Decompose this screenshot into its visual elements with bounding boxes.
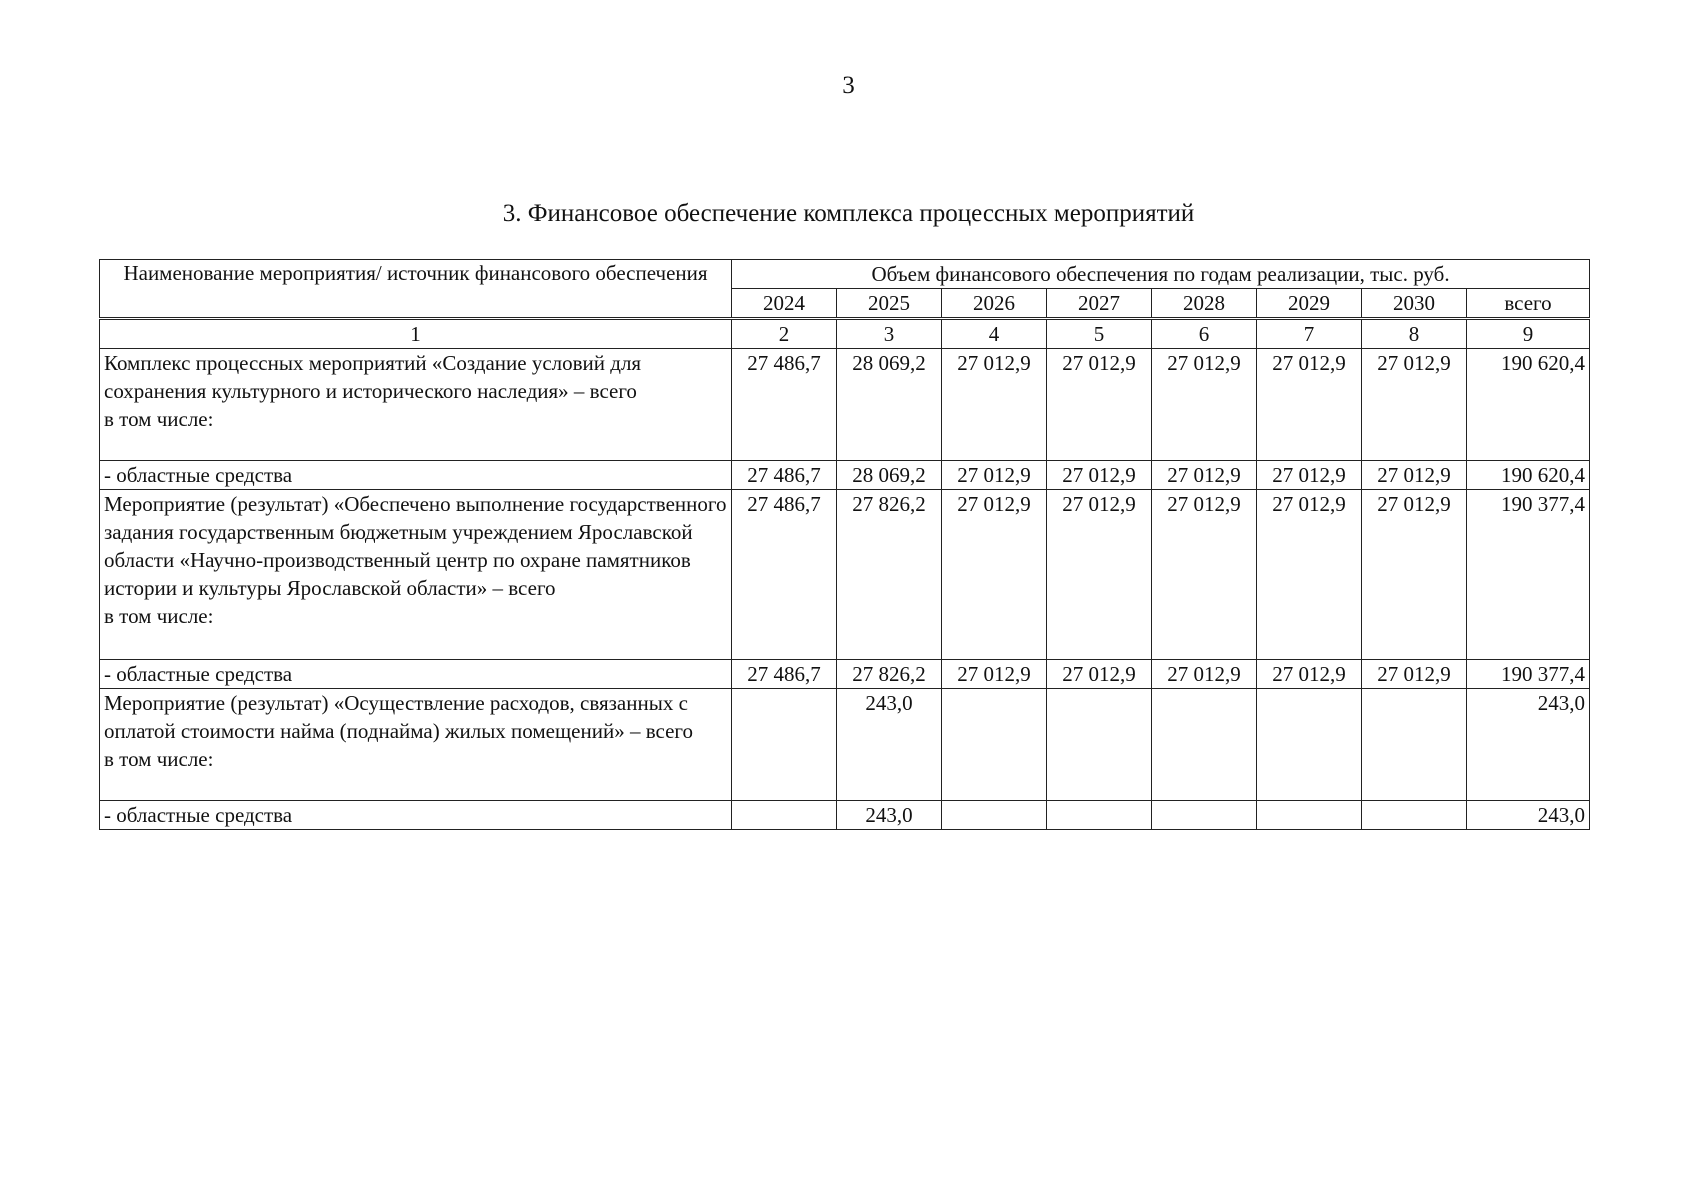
column-number: 2 (732, 319, 837, 349)
section-title: 3. Финансовое обеспечение комплекса процессных мероприятий (502, 200, 1195, 227)
year-value-cell: 27 012,9 (942, 349, 1047, 461)
row-name: Мероприятие (результат) «Осуществление расходов, связанных с оплатой стоимости найма (поднайма) жилых помещений» – всего (104, 691, 693, 743)
year-value-cell (1362, 801, 1467, 830)
total-value-cell: 243,0 (1467, 689, 1590, 801)
year-value-cell: 27 012,9 (1257, 349, 1362, 461)
header-name-cell: Наименование мероприятия/ источник финансового обеспечения (100, 260, 732, 319)
year-value-cell (942, 689, 1047, 801)
column-number: 7 (1257, 319, 1362, 349)
year-value-cell: 27 012,9 (1047, 660, 1152, 689)
row-name: Мероприятие (результат) «Обеспечено выполнение государственного задания государственным бюджетным учреждением Ярославской области «Научно-производственный центр по охране памятников истории и культуры Ярославской области» – всего (104, 492, 727, 600)
column-number: 9 (1467, 319, 1590, 349)
table-row (100, 660, 1590, 689)
row-note: в том числе: (104, 747, 214, 771)
column-number: 5 (1047, 319, 1152, 349)
year-value-cell: 27 826,2 (837, 660, 942, 689)
year-value-cell (1257, 801, 1362, 830)
year-value-cell (1362, 689, 1467, 801)
total-value-cell: 190 620,4 (1467, 349, 1590, 461)
year-value-cell: 27 012,9 (1152, 349, 1257, 461)
row-name-cell (100, 461, 732, 490)
total-value-cell: 190 377,4 (1467, 490, 1590, 660)
year-value-cell: 27 486,7 (732, 461, 837, 490)
year-value-cell: 27 012,9 (1362, 490, 1467, 660)
column-number: 6 (1152, 319, 1257, 349)
year-value-cell: 27 012,9 (1152, 461, 1257, 490)
table-row (100, 461, 1590, 490)
year-header: 2027 (1047, 289, 1152, 319)
year-value-cell (942, 801, 1047, 830)
year-value-cell: 27 012,9 (942, 660, 1047, 689)
year-value-cell: 27 012,9 (1047, 349, 1152, 461)
table-row (100, 689, 1590, 801)
table-row (100, 490, 1590, 660)
year-value-cell: 27 012,9 (1362, 461, 1467, 490)
row-name: - областные средства (104, 463, 293, 487)
year-value-cell: 27 826,2 (837, 490, 942, 660)
year-value-cell: 27 012,9 (1152, 490, 1257, 660)
column-number: 1 (100, 319, 732, 349)
year-value-cell (1152, 689, 1257, 801)
column-number: 3 (837, 319, 942, 349)
header-row-top (100, 260, 1590, 289)
year-header: 2025 (837, 289, 942, 319)
year-value-cell: 27 012,9 (1257, 490, 1362, 660)
year-value-cell: 243,0 (837, 689, 942, 801)
row-name-cell (100, 689, 732, 801)
year-value-cell: 27 012,9 (1257, 461, 1362, 490)
header-volume-cell: Объем финансового обеспечения по годам реализации, тыс. руб. (732, 260, 1590, 289)
row-note: в том числе: (104, 604, 214, 628)
row-name: - областные средства (104, 662, 293, 686)
row-name: - областные средства (104, 803, 293, 827)
year-value-cell: 27 012,9 (1362, 349, 1467, 461)
year-value-cell (732, 801, 837, 830)
column-number: 4 (942, 319, 1047, 349)
table-row (100, 801, 1590, 830)
year-header: 2026 (942, 289, 1047, 319)
year-value-cell (1047, 689, 1152, 801)
year-value-cell (732, 689, 837, 801)
year-value-cell: 27 012,9 (1152, 660, 1257, 689)
page-number: 3 (842, 72, 855, 99)
total-header: всего (1467, 289, 1590, 319)
year-value-cell (1152, 801, 1257, 830)
year-value-cell: 27 012,9 (1047, 490, 1152, 660)
year-header: 2030 (1362, 289, 1467, 319)
year-value-cell (1047, 801, 1152, 830)
column-number: 8 (1362, 319, 1467, 349)
year-value-cell: 27 486,7 (732, 660, 837, 689)
row-name-cell (100, 349, 732, 461)
total-value-cell: 243,0 (1467, 801, 1590, 830)
year-value-cell: 28 069,2 (837, 461, 942, 490)
year-value-cell: 243,0 (837, 801, 942, 830)
financing-table (99, 259, 1590, 830)
column-number-row (100, 319, 1590, 349)
year-header: 2028 (1152, 289, 1257, 319)
year-header: 2029 (1257, 289, 1362, 319)
table-row (100, 349, 1590, 461)
row-name-cell (100, 490, 732, 660)
year-value-cell: 27 012,9 (942, 461, 1047, 490)
total-value-cell: 190 620,4 (1467, 461, 1590, 490)
year-value-cell: 27 012,9 (942, 490, 1047, 660)
year-value-cell: 27 012,9 (1047, 461, 1152, 490)
year-header: 2024 (732, 289, 837, 319)
year-value-cell: 27 012,9 (1257, 660, 1362, 689)
row-name-cell (100, 660, 732, 689)
year-value-cell: 27 486,7 (732, 490, 837, 660)
year-value-cell: 28 069,2 (837, 349, 942, 461)
row-note: в том числе: (104, 407, 214, 431)
year-value-cell (1257, 689, 1362, 801)
total-value-cell: 190 377,4 (1467, 660, 1590, 689)
year-value-cell: 27 486,7 (732, 349, 837, 461)
row-name-cell (100, 801, 732, 830)
row-name: Комплекс процессных мероприятий «Создание условий для сохранения культурного и исторического наследия» – всего (104, 351, 642, 403)
year-value-cell: 27 012,9 (1362, 660, 1467, 689)
